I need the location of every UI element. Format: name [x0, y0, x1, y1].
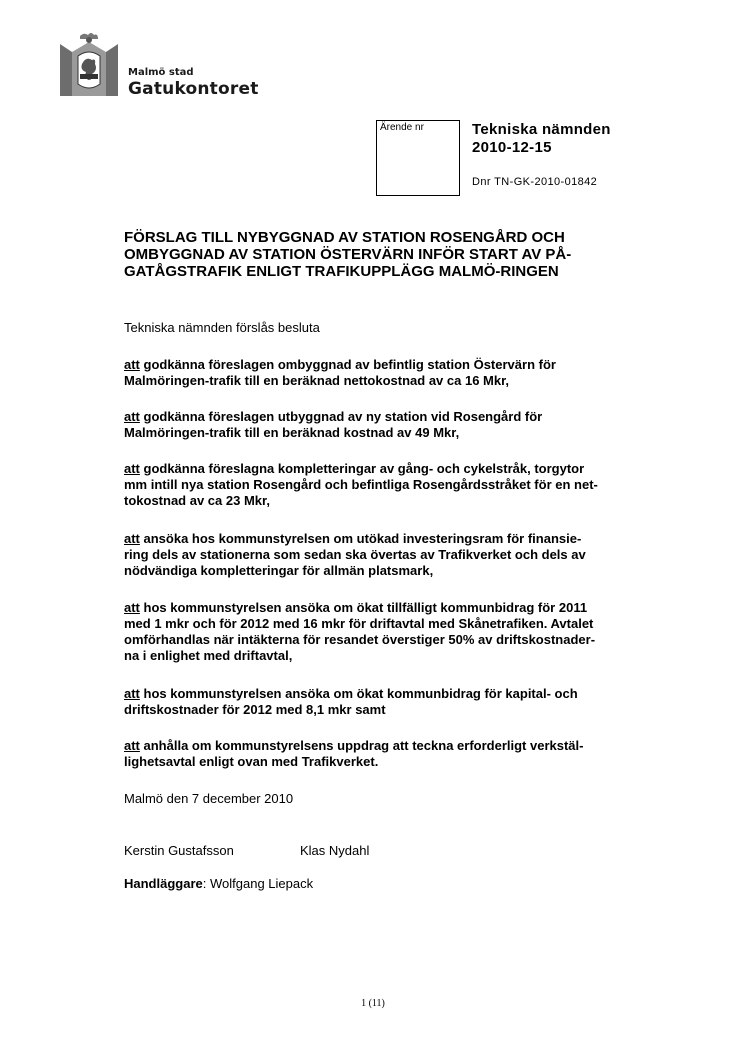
proposal-text: omförhandlas när intäkterna för resandet överstiger 50% av driftskostnader-: [124, 632, 596, 647]
committee-name: Tekniska nämnden: [472, 121, 611, 138]
org-city: Malmö stad: [128, 67, 194, 78]
malmo-stad-logo: [58, 30, 120, 96]
diary-number: Dnr TN-GK-2010-01842: [472, 176, 598, 188]
proposal-text: med 1 mkr och för 2012 med 16 mkr för driftavtal med Skånetrafiken. Avtalet: [124, 616, 594, 631]
proposal-text: hos kommunstyrelsen ansöka om ökat tillfälligt kommunbidrag för 2011: [139, 600, 588, 615]
proposal-text: ansöka hos kommunstyrelsen om utökad investeringsram för finansie-: [139, 531, 582, 546]
proposal-item: [124, 600, 694, 664]
proposal-item: [124, 409, 694, 441]
case-officer-separator: :: [202, 876, 210, 891]
document-title: [124, 229, 684, 280]
org-department: Gatukontoret: [128, 79, 259, 99]
proposal-item: [124, 461, 694, 509]
title-line: FÖRSLAG TILL NYBYGGNAD AV STATION ROSENGÅRD OCH: [124, 229, 565, 246]
signer-name: Kerstin Gustafsson: [124, 843, 234, 858]
signer-name: Klas Nydahl: [300, 843, 370, 858]
meeting-info: [472, 121, 611, 157]
case-officer-name: Wolfgang Liepack: [209, 876, 314, 891]
case-officer: [124, 876, 694, 892]
att-keyword: att: [124, 738, 140, 753]
meeting-date: 2010-12-15: [472, 139, 552, 156]
proposal-item: [124, 531, 694, 579]
proposal-text: tokostnad av ca 23 Mkr,: [124, 493, 270, 508]
proposal-text: na i enlighet med driftavtal,: [124, 648, 293, 663]
case-number-label: Ärende nr: [380, 122, 424, 133]
signatories: [124, 843, 694, 859]
place-date: Malmö den 7 december 2010: [124, 791, 294, 806]
proposal-text: nödvändiga kompletteringar för allmän platsmark,: [124, 563, 434, 578]
page-number: 1 (11): [361, 998, 385, 1009]
proposal-text: godkänna föreslagen ombyggnad av befintlig station Östervärn för: [139, 357, 556, 372]
case-officer-label: Handläggare: [124, 876, 203, 891]
organization-name: [128, 67, 259, 99]
proposal-text: ring dels av stationerna som sedan ska övertas av Trafikverket och dels av: [124, 547, 586, 562]
case-number-box: [376, 120, 460, 196]
att-keyword: att: [124, 357, 140, 372]
att-keyword: att: [124, 461, 140, 476]
att-keyword: att: [124, 600, 140, 615]
proposal-text: hos kommunstyrelsen ansöka om ökat kommunbidrag för kapital- och: [139, 686, 578, 701]
proposal-text: driftskostnader för 2012 med 8,1 mkr samt: [124, 702, 386, 717]
proposal-text: Malmöringen-trafik till en beräknad kostnad av 49 Mkr,: [124, 425, 460, 440]
proposal-text: godkänna föreslagna kompletteringar av gång- och cykelstråk, torgytor: [139, 461, 585, 476]
proposal-item: [124, 738, 694, 770]
title-line: OMBYGGNAD AV STATION ÖSTERVÄRN INFÖR START AV PÅ-: [124, 246, 572, 263]
att-keyword: att: [124, 531, 140, 546]
proposal-text: lighetsavtal enligt ovan med Trafikverket.: [124, 754, 379, 769]
proposal-text: godkänna föreslagen utbyggnad av ny station vid Rosengård för: [139, 409, 543, 424]
proposal-text: mm intill nya station Rosengård och befintliga Rosengårdsstråket för en net-: [124, 477, 598, 492]
title-line: GATÅGSTRAFIK ENLIGT TRAFIKUPPLÄGG MALMÖ-RINGEN: [124, 263, 559, 280]
proposal-item: [124, 686, 694, 718]
proposal-text: Malmöringen-trafik till en beräknad nettokostnad av ca 16 Mkr,: [124, 373, 510, 388]
proposal-item: [124, 357, 694, 389]
att-keyword: att: [124, 686, 140, 701]
att-keyword: att: [124, 409, 140, 424]
proposal-text: anhålla om kommunstyrelsens uppdrag att teckna erforderligt verkstäl-: [139, 738, 584, 753]
decision-intro: Tekniska nämnden förslås besluta: [124, 320, 320, 335]
